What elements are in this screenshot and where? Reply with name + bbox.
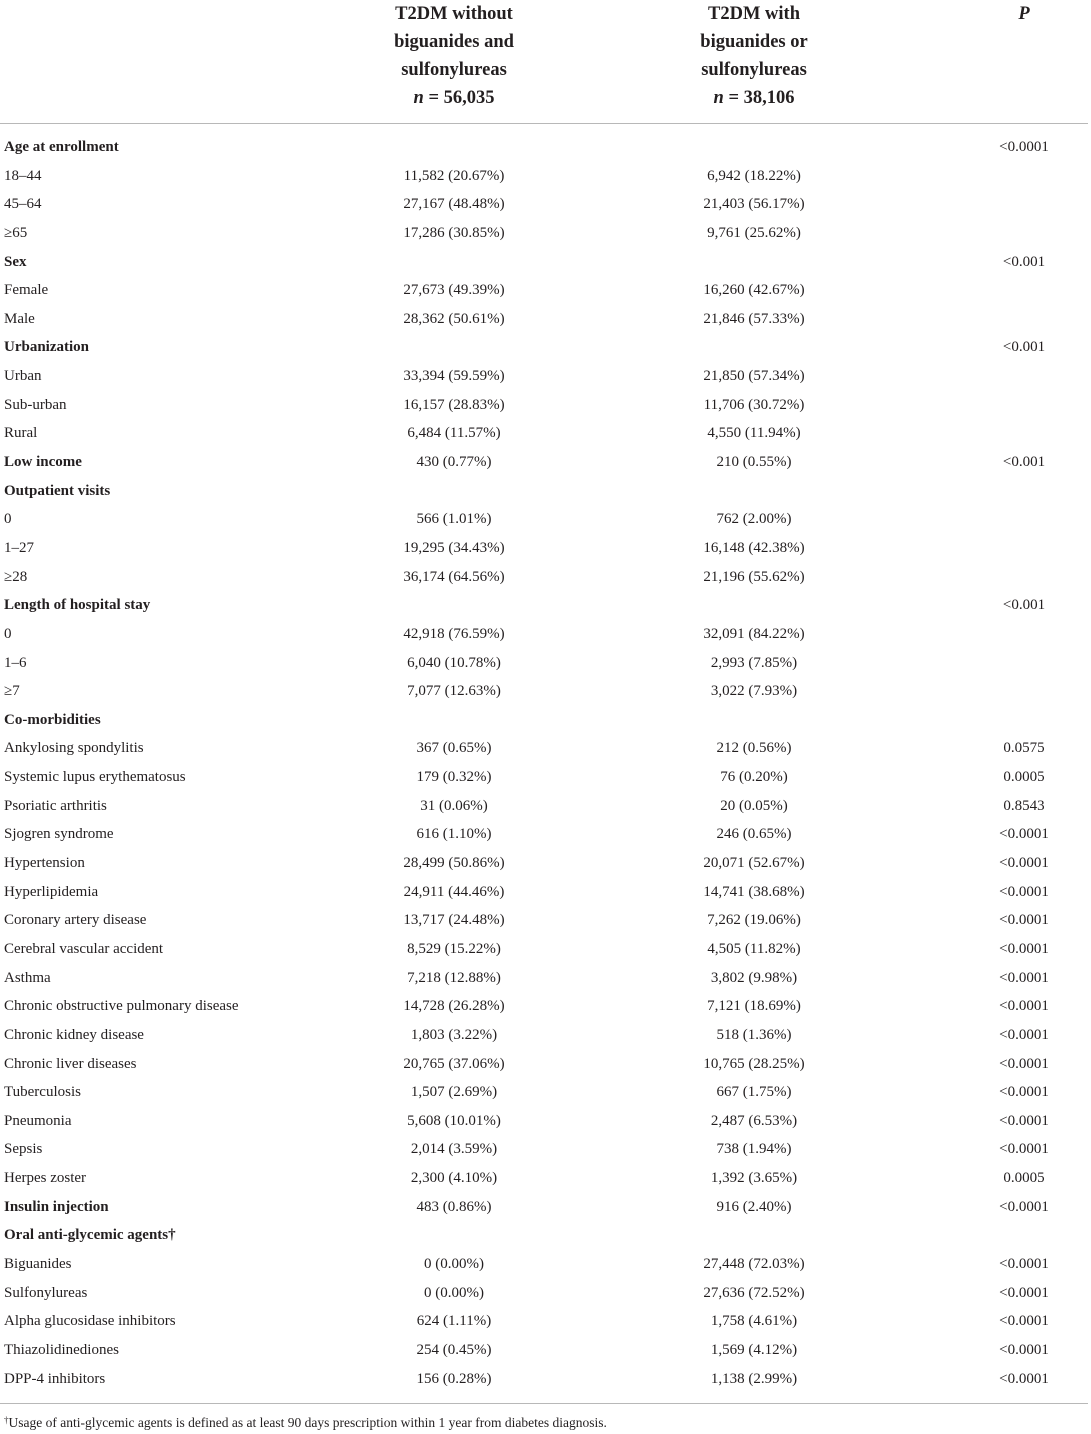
cell-p-value: <0.001 (1002, 597, 1046, 614)
row-label: Sex (4, 253, 27, 270)
cell-with: 11,706 (30.72%) (703, 396, 805, 413)
table-row (0, 677, 1091, 706)
cell-without: 1,507 (2.69%) (410, 1084, 498, 1101)
cell-p-value: <0.0001 (999, 1313, 1049, 1330)
cell-with: 27,448 (72.03%) (703, 1255, 805, 1272)
header-col-without-n (284, 84, 624, 112)
row-label: Tuberculosis (4, 1084, 81, 1101)
cell-with: 518 (1.36%) (716, 1026, 792, 1043)
cell-with: 14,741 (38.68%) (703, 883, 805, 900)
cell-p-value: <0.0001 (999, 1370, 1049, 1387)
cell-without: 27,673 (49.39%) (403, 282, 505, 299)
header-col-without-line-1: T2DM without (395, 4, 513, 24)
cell-with: 916 (2.40%) (716, 1198, 792, 1215)
table-row (0, 734, 1091, 763)
table-row (0, 878, 1091, 907)
cell-without: 13,717 (24.48%) (403, 912, 505, 929)
table-row (0, 276, 1091, 305)
cell-with: 1,569 (4.12%) (710, 1341, 798, 1358)
cell-without: 616 (1.10%) (416, 826, 492, 843)
footer-rule (0, 1403, 1088, 1404)
cell-without: 36,174 (64.56%) (403, 568, 505, 585)
row-label: Rural (4, 425, 38, 442)
cell-with: 4,505 (11.82%) (707, 940, 801, 957)
cell-without: 254 (0.45%) (416, 1341, 492, 1358)
header-col-with-line-2: biguanides or (700, 32, 808, 52)
cell-with: 7,262 (19.06%) (707, 912, 801, 929)
row-label: Hypertension (4, 855, 85, 872)
cell-p-value: <0.001 (1002, 253, 1046, 270)
table-row (0, 649, 1091, 678)
table-row (0, 763, 1091, 792)
cell-without: 2,014 (3.59%) (410, 1141, 498, 1158)
table-row (0, 305, 1091, 334)
table-row (0, 362, 1091, 391)
row-label: Oral anti-glycemic agents† (4, 1227, 176, 1244)
cell-without: 7,218 (12.88%) (407, 969, 501, 986)
header-col-with (584, 0, 924, 112)
table-row (0, 391, 1091, 420)
footnote-text: Usage of anti-glycemic agents is defined as at least 90 days prescription within 1 year from diabetes diagnosis. (8, 1415, 607, 1430)
cell-without: 1,803 (3.22%) (410, 1026, 498, 1043)
table-row (0, 1107, 1091, 1136)
table-row (0, 219, 1091, 248)
cell-without: 33,394 (59.59%) (403, 368, 505, 385)
table-row (0, 1336, 1091, 1365)
row-label: Sulfonylureas (4, 1284, 88, 1301)
row-label: Hyperlipidemia (4, 883, 99, 900)
header-col-with-n (584, 84, 924, 112)
row-label: 1–6 (4, 654, 27, 671)
cell-without: 11,582 (20.67%) (403, 167, 505, 184)
row-label: Sepsis (4, 1141, 43, 1158)
header-col-p (964, 0, 1084, 28)
table-section-row (0, 1221, 1091, 1250)
cell-p-value: <0.0001 (999, 1255, 1049, 1272)
table-section-row (0, 706, 1091, 735)
table-row (0, 620, 1091, 649)
row-label: Pneumonia (4, 1112, 72, 1129)
cell-without: 27,167 (48.48%) (403, 196, 505, 213)
cell-p-value: <0.0001 (999, 1084, 1049, 1101)
cell-with: 762 (2.00%) (716, 511, 792, 528)
cell-with: 3,802 (9.98%) (710, 969, 798, 986)
header-col-with-line-1: T2DM with (708, 4, 800, 24)
cell-p-value: 0.8543 (1003, 797, 1045, 814)
table-section-row (0, 248, 1091, 277)
table-section-row (0, 448, 1091, 477)
cell-without: 24,911 (44.46%) (403, 883, 505, 900)
cell-p-value: <0.0001 (999, 139, 1049, 155)
cell-p-value: <0.0001 (999, 855, 1049, 872)
cell-with: 21,846 (57.33%) (703, 310, 805, 327)
table-row (0, 964, 1091, 993)
row-label: Sub-urban (4, 396, 67, 413)
cell-without: 31 (0.06%) (420, 797, 488, 814)
cell-without: 28,362 (50.61%) (403, 310, 505, 327)
cell-p-value: 0.0005 (1003, 769, 1045, 786)
cell-without: 20,765 (37.06%) (403, 1055, 505, 1072)
cell-with: 21,403 (56.17%) (703, 196, 805, 213)
row-label: Systemic lupus erythematosus (4, 769, 186, 786)
cell-without: 6,040 (10.78%) (407, 654, 501, 671)
table-row (0, 906, 1091, 935)
row-label: Low income (4, 454, 82, 471)
cell-with: 21,196 (55.62%) (703, 568, 805, 585)
header-col-without (284, 0, 624, 112)
table-row (0, 1021, 1091, 1050)
table-section-row (0, 1193, 1091, 1222)
cell-without: 8,529 (15.22%) (407, 940, 501, 957)
n-value: = 56,035 (428, 88, 495, 108)
table-row (0, 162, 1091, 191)
row-label: DPP-4 inhibitors (4, 1370, 106, 1387)
row-label: Chronic liver diseases (4, 1055, 137, 1072)
row-label: Age at enrollment (4, 139, 119, 155)
cell-with: 20 (0.05%) (720, 797, 788, 814)
cell-p-value: <0.0001 (999, 1055, 1049, 1072)
table-row (0, 1307, 1091, 1336)
n-value: = 38,106 (728, 88, 795, 108)
cell-with: 3,022 (7.93%) (710, 683, 798, 700)
cell-p-value: 0.0575 (1003, 740, 1045, 757)
table-row (0, 563, 1091, 592)
cell-p-value: <0.0001 (999, 1284, 1049, 1301)
row-label: Herpes zoster (4, 1170, 87, 1187)
row-label: Asthma (4, 969, 51, 986)
row-label: Length of hospital stay (4, 597, 151, 614)
cell-with: 1,758 (4.61%) (710, 1313, 798, 1330)
cell-p-value: <0.0001 (999, 826, 1049, 843)
table-section-row (0, 477, 1091, 506)
table-row (0, 1365, 1091, 1394)
cell-without: 17,286 (30.85%) (403, 224, 505, 241)
table-section-row (0, 133, 1091, 162)
header-col-without-line-2: biguanides and (394, 32, 514, 52)
cell-without: 156 (0.28%) (416, 1370, 492, 1387)
cell-p-value: <0.001 (1002, 454, 1046, 471)
cell-with: 6,942 (18.22%) (707, 167, 801, 184)
row-label: Thiazolidinediones (4, 1341, 119, 1358)
row-label: Psoriatic arthritis (4, 797, 107, 814)
row-label: 45–64 (4, 196, 42, 213)
header-col-without-line-3: sulfonylureas (401, 60, 507, 80)
cell-with: 1,392 (3.65%) (710, 1170, 798, 1187)
table-row (0, 935, 1091, 964)
row-label: ≥65 (4, 224, 28, 241)
row-label: Insulin injection (4, 1198, 109, 1215)
cell-with: 2,993 (7.85%) (710, 654, 798, 671)
row-label: Cerebral vascular accident (4, 940, 164, 957)
table-row (0, 1050, 1091, 1079)
cell-with: 16,148 (42.38%) (703, 539, 805, 556)
cell-with: 2,487 (6.53%) (710, 1112, 798, 1129)
cell-without: 624 (1.11%) (416, 1313, 492, 1330)
row-label: Urbanization (4, 339, 90, 356)
cell-p-value: <0.001 (1002, 339, 1046, 356)
row-label: Urban (4, 368, 42, 385)
cell-without: 566 (1.01%) (416, 511, 492, 528)
header-rule (0, 123, 1088, 124)
footnote (4, 1410, 607, 1433)
cell-without: 179 (0.32%) (416, 769, 492, 786)
header-col-with-line-3: sulfonylureas (701, 60, 807, 80)
cell-without: 7,077 (12.63%) (407, 683, 501, 700)
cell-with: 21,850 (57.34%) (703, 368, 805, 385)
cell-p-value: <0.0001 (999, 1341, 1049, 1358)
cell-with: 667 (1.75%) (716, 1084, 792, 1101)
row-label: 0 (4, 511, 12, 528)
cell-without: 42,918 (76.59%) (403, 625, 505, 642)
cell-p-value: <0.0001 (999, 883, 1049, 900)
row-label: ≥28 (4, 568, 28, 585)
row-label: Chronic obstructive pulmonary disease (4, 998, 239, 1015)
cell-p-value: <0.0001 (999, 1026, 1049, 1043)
row-label: Male (4, 310, 35, 327)
cell-p-value: <0.0001 (999, 912, 1049, 929)
row-label: Biguanides (4, 1255, 72, 1272)
row-label: Alpha glucosidase inhibitors (4, 1313, 176, 1330)
table-row (0, 792, 1091, 821)
table-section-row (0, 333, 1091, 362)
cell-without: 367 (0.65%) (416, 740, 492, 757)
cell-with: 16,260 (42.67%) (703, 282, 805, 299)
cell-without: 19,295 (34.43%) (403, 539, 505, 556)
table-row (0, 1279, 1091, 1308)
p-value-header: P (1018, 4, 1030, 24)
cell-without: 0 (0.00%) (424, 1284, 484, 1301)
cell-p-value: <0.0001 (999, 969, 1049, 986)
row-label: Chronic kidney disease (4, 1026, 144, 1043)
cell-with: 76 (0.20%) (720, 769, 788, 786)
table-row (0, 1250, 1091, 1279)
n-label: n (413, 88, 424, 108)
table-row (0, 419, 1091, 448)
cell-without: 6,484 (11.57%) (407, 425, 501, 442)
row-label: ≥7 (4, 683, 20, 700)
cell-with: 212 (0.56%) (716, 740, 792, 757)
cell-with: 7,121 (18.69%) (707, 998, 801, 1015)
table-row (0, 1135, 1091, 1164)
cell-with: 20,071 (52.67%) (703, 855, 805, 872)
table-row (0, 849, 1091, 878)
cell-without: 28,499 (50.86%) (403, 855, 505, 872)
cell-without: 0 (0.00%) (424, 1255, 484, 1272)
cell-without: 2,300 (4.10%) (410, 1170, 498, 1187)
table-row (0, 505, 1091, 534)
table-row (0, 820, 1091, 849)
cell-without: 5,608 (10.01%) (407, 1112, 501, 1129)
row-label: Female (4, 282, 49, 299)
row-label: Ankylosing spondylitis (4, 740, 144, 757)
table-body (0, 133, 1091, 1393)
cell-without: 14,728 (26.28%) (403, 998, 505, 1015)
cell-with: 738 (1.94%) (716, 1141, 792, 1158)
table-row (0, 992, 1091, 1021)
table-section-row (0, 591, 1091, 620)
cell-with: 27,636 (72.52%) (703, 1284, 805, 1301)
row-label: Outpatient visits (4, 482, 111, 499)
n-label: n (713, 88, 724, 108)
cell-without: 430 (0.77%) (416, 454, 492, 471)
table-row (0, 190, 1091, 219)
cell-with: 4,550 (11.94%) (707, 425, 801, 442)
cell-with: 210 (0.55%) (716, 454, 792, 471)
cell-p-value: <0.0001 (999, 940, 1049, 957)
table-row (0, 1078, 1091, 1107)
row-label: Sjogren syndrome (4, 826, 114, 843)
cell-with: 32,091 (84.22%) (703, 625, 805, 642)
table-row (0, 534, 1091, 563)
cell-p-value: <0.0001 (999, 998, 1049, 1015)
cell-with: 246 (0.65%) (716, 826, 792, 843)
row-label: 0 (4, 625, 12, 642)
cell-p-value: <0.0001 (999, 1198, 1049, 1215)
cell-without: 483 (0.86%) (416, 1198, 492, 1215)
cell-with: 10,765 (28.25%) (703, 1055, 805, 1072)
row-label: Coronary artery disease (4, 912, 147, 929)
row-label: 1–27 (4, 539, 34, 556)
table-row (0, 1164, 1091, 1193)
cell-p-value: <0.0001 (999, 1112, 1049, 1129)
row-label: Co-morbidities (4, 711, 101, 728)
footnote-mark: † (4, 1415, 9, 1425)
cell-with: 1,138 (2.99%) (710, 1370, 798, 1387)
cell-without: 16,157 (28.83%) (403, 396, 505, 413)
cell-p-value: <0.0001 (999, 1141, 1049, 1158)
row-label: 18–44 (4, 167, 42, 184)
cell-with: 9,761 (25.62%) (707, 224, 801, 241)
cell-p-value: 0.0005 (1003, 1170, 1045, 1187)
